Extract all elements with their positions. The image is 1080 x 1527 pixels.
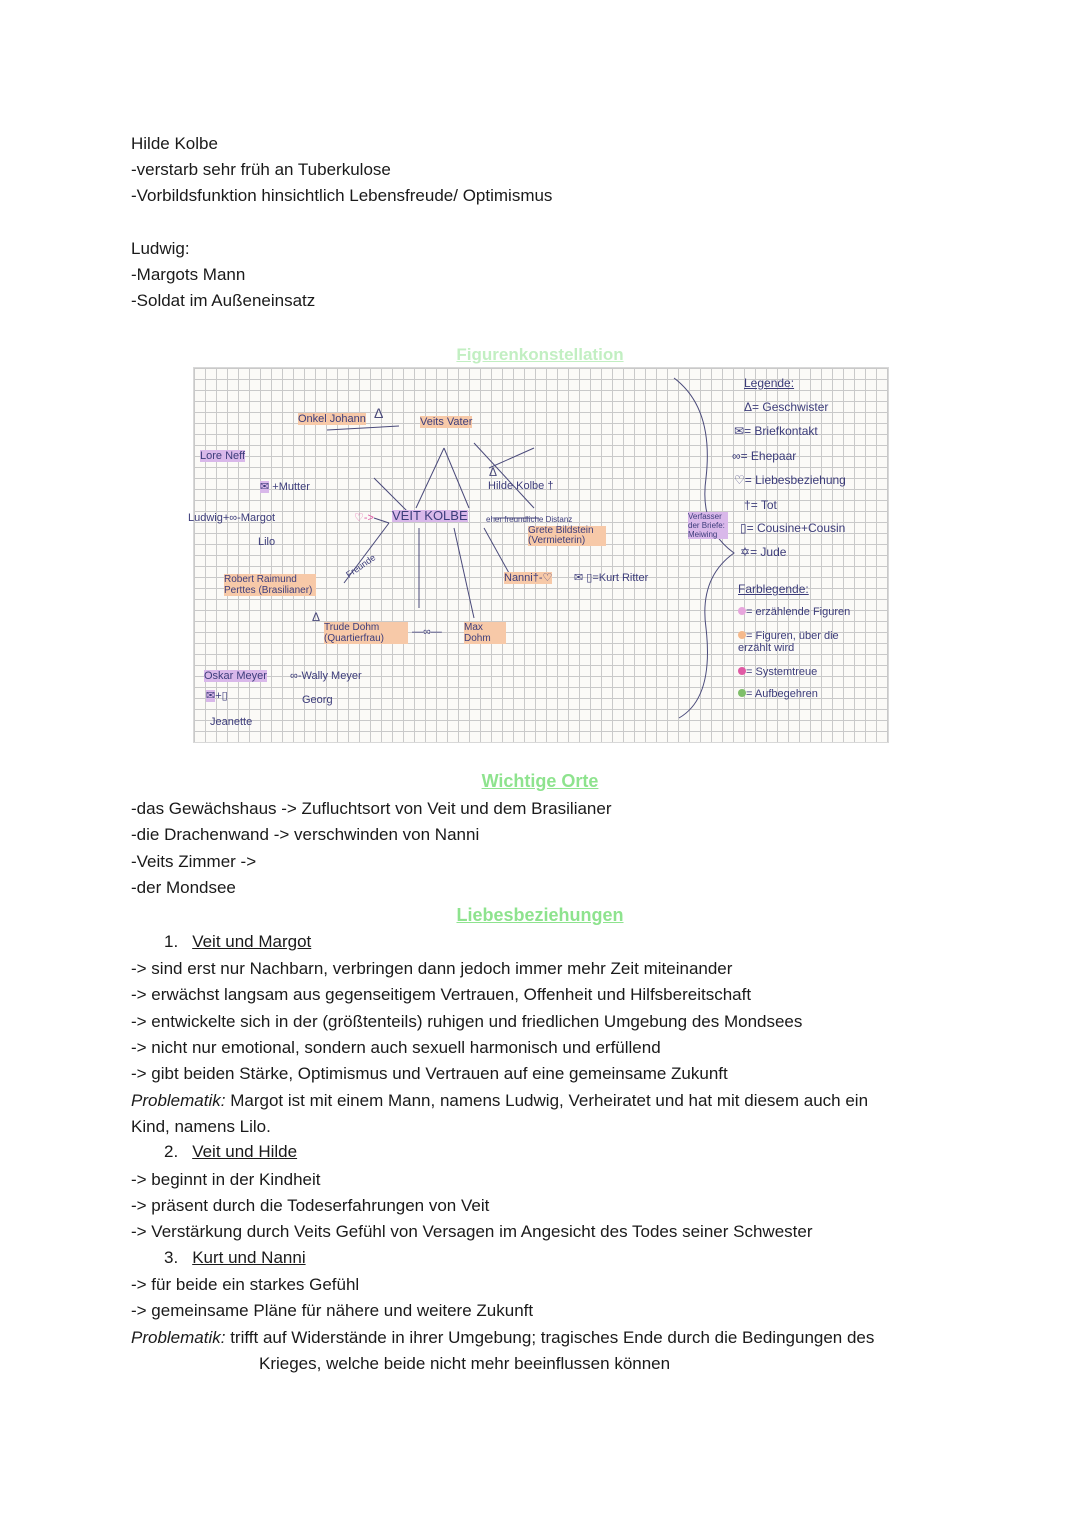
envelope-icon: ✉: [260, 481, 270, 493]
s1-line-4: -> nicht nur emotional, sondern auch sexuell harmonisch und erfüllend: [131, 1038, 661, 1057]
color-legend-figuren: = Figuren, über die erzählt wird: [738, 630, 839, 654]
letter-cousin-icon: ✉+▯: [206, 690, 228, 702]
svg-text:Δ: Δ: [312, 610, 321, 624]
s3-problem-cont: Krieges, welche beide nicht mehr beeinflussen können: [259, 1354, 671, 1373]
node-verfasser: Verfasser der Briefe: Meiwing: [688, 512, 728, 539]
legend-item-brief: ✉= Briefkontakt: [734, 424, 818, 438]
node-lilo: Lilo: [258, 536, 276, 548]
node-ludwig-margot: Ludwig+∞-Margot: [188, 512, 276, 524]
s3-line-2: -> gemeinsame Pläne für nähere und weitere Zukunft: [131, 1301, 534, 1320]
orte-item-1: -das Gewächshaus -> Zufluchtsort von Veit und dem Brasilianer: [131, 799, 612, 818]
color-legend-systemtreue: = Systemtreue: [738, 666, 817, 678]
node-lore: Lore Neff: [200, 450, 246, 462]
orte-item-4: -der Mondsee: [131, 878, 236, 897]
section-1-title: 1. Veit und Margot: [164, 932, 312, 951]
color-dot-icon: [738, 667, 746, 675]
node-grete: Grete Bildstein (Vermieterin): [528, 526, 606, 546]
color-legend-aufbegehren: = Aufbegehren: [738, 688, 818, 700]
s2-line-2: -> präsent durch die Todeserfahrungen von Veit: [131, 1196, 490, 1215]
legend-item-liebe: ♡= Liebesbeziehung: [734, 473, 846, 487]
node-oskar: Oskar Meyer: [204, 670, 267, 682]
ludwig-title: Ludwig:: [131, 239, 190, 258]
s2-line-3: -> Verstärkung durch Veits Gefühl von Versagen im Angesicht des Todes seiner Schwester: [131, 1222, 813, 1241]
s1-problem: Problematik: Margot ist mit einem Mann, namens Ludwig, Verheiratet und hat mit diesem auch ein: [131, 1091, 869, 1110]
liebe-heading: Liebesbeziehungen: [456, 905, 624, 925]
hilde-line-2: -Vorbildsfunktion hinsichtlich Lebensfreude/ Optimismus: [131, 186, 553, 205]
heart-icon: ♡->: [354, 512, 374, 524]
node-nanni: Nanni†-♡: [504, 572, 553, 584]
node-jeanette: Jeanette: [210, 716, 253, 728]
s1-line-1: -> sind erst nur Nachbarn, verbringen dann jedoch immer mehr Zeit miteinander: [131, 959, 733, 978]
node-kurt: ✉ ▯=Kurt Ritter: [574, 572, 649, 584]
ludwig-line-1: -Margots Mann: [131, 265, 246, 284]
node-onkel: Onkel Johann: [298, 413, 366, 425]
orte-item-2: -die Drachenwand -> verschwinden von Nanni: [131, 825, 480, 844]
s1-line-2: -> erwächst langsam aus gegenseitigem Vertrauen, Offenheit und Hilfsbereitschaft: [131, 985, 752, 1004]
legend-item-geschwister: Δ= Geschwister: [744, 400, 829, 414]
node-wally: ∞-Wally Meyer: [290, 670, 362, 682]
legend-item-tot: †= Tot: [744, 498, 777, 512]
diagram-title: Figurenkonstellation: [456, 345, 624, 364]
node-max: Max Dohm: [464, 622, 506, 644]
section-2-title: 2. Veit und Hilde: [164, 1142, 298, 1161]
node-veits-vater: Veits Vater: [420, 416, 473, 428]
node-trude: Trude Dohm (Quartierfrau): [324, 622, 408, 644]
color-dot-icon: [738, 631, 746, 639]
color-legend-erzaehlend: = erzählende Figuren: [738, 606, 850, 618]
cousin-icon: ✉ ▯: [574, 572, 593, 584]
color-dot-icon: [738, 689, 746, 697]
legend-title: Legende:: [744, 376, 795, 390]
hilde-title: Hilde Kolbe: [131, 134, 218, 153]
s1-problem-cont: Kind, namens Lilo.: [131, 1117, 271, 1136]
node-mutter: ✉ +Mutter: [260, 481, 310, 493]
node-hilde: Hilde Kolbe †: [488, 480, 554, 492]
svg-text:Δ: Δ: [374, 405, 384, 421]
s2-line-1: -> beginnt in der Kindheit: [131, 1170, 321, 1189]
label-freunde: Freunde: [344, 552, 378, 580]
legend-item-jude: ✡= Jude: [740, 545, 787, 559]
legend-item-cousin: ▯= Cousine+Cousin: [740, 521, 846, 535]
color-dot-icon: [738, 607, 746, 615]
section-3-title: 3. Kurt und Nanni: [164, 1248, 306, 1267]
s3-problem: Problematik: trifft auf Widerstände in ihrer Umgebung; tragisches Ende durch die Bedingungen des: [131, 1328, 875, 1347]
s1-line-3: -> entwickelte sich in der (größtenteils) ruhigen und friedlichen Umgebung des Mondsees: [131, 1012, 803, 1031]
ludwig-line-2: -Soldat im Außeneinsatz: [131, 291, 316, 310]
orte-item-3: -Veits Zimmer ->: [131, 852, 257, 871]
s1-line-5: -> gibt beiden Stärke, Optimismus und Vertrauen auf eine gemeinsame Zukunft: [131, 1064, 728, 1083]
svg-text:Δ: Δ: [489, 465, 498, 479]
hilde-line-1: -verstarb sehr früh an Tuberkulose: [131, 160, 391, 179]
color-legend-title: Farblegende:: [738, 582, 809, 596]
node-georg: Georg: [302, 694, 333, 706]
legend-item-ehepaar: ∞= Ehepaar: [732, 449, 797, 463]
figurenkonstellation-diagram: [188, 367, 889, 743]
label-distanz: eher freundliche Distanz: [486, 515, 573, 524]
node-robert: Robert Raimund Perttes (Brasilianer): [224, 574, 316, 596]
marriage-icon: —∞—: [412, 626, 442, 638]
node-veit: VEIT KOLBE: [392, 508, 468, 523]
orte-heading: Wichtige Orte: [481, 771, 599, 791]
s3-line-1: -> für beide ein starkes Gefühl: [131, 1275, 360, 1294]
